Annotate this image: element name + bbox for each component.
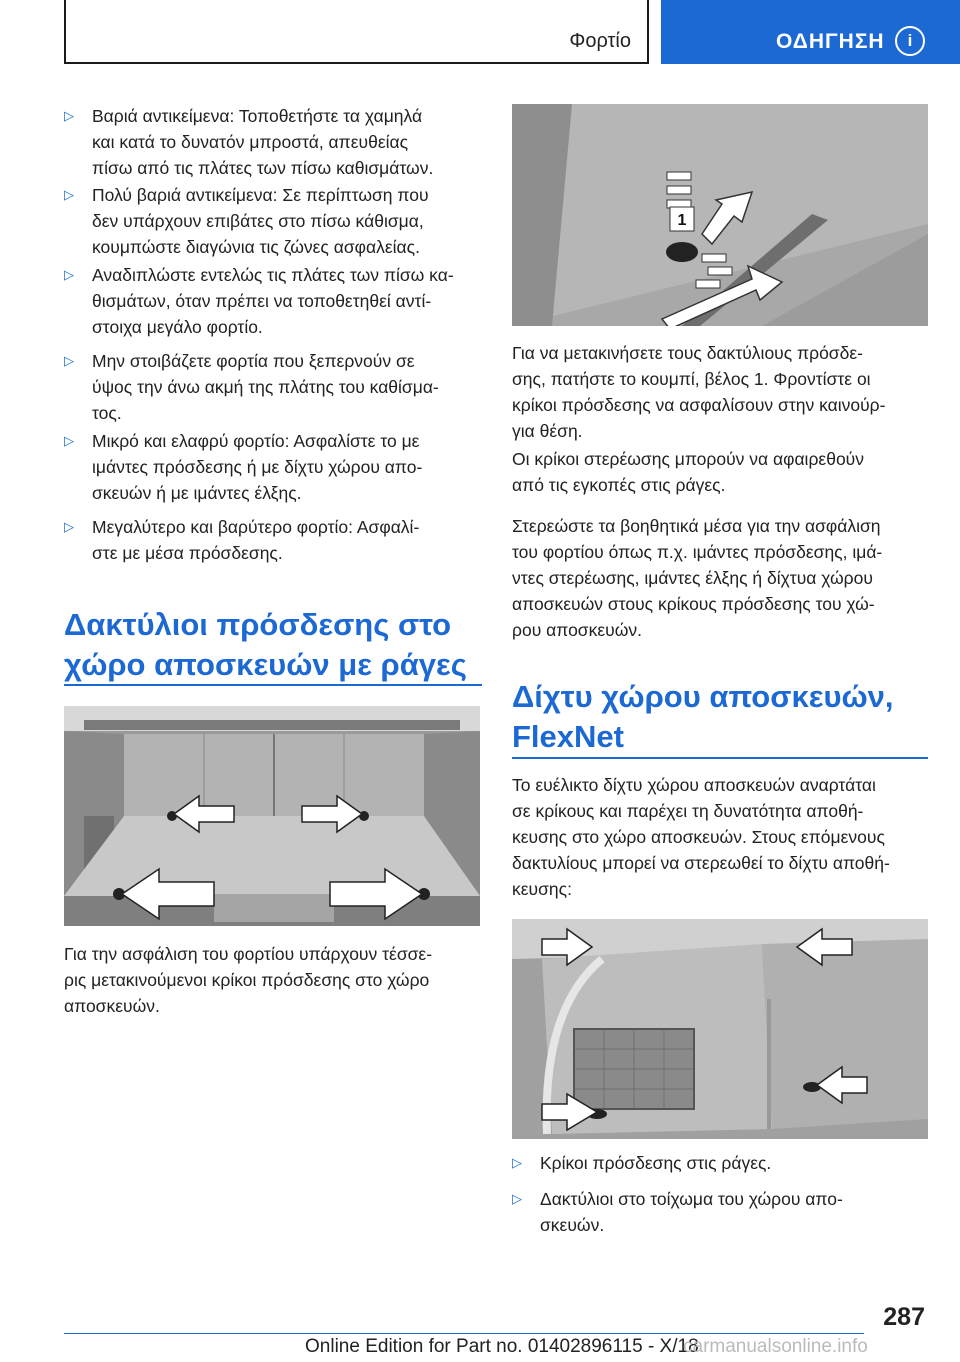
text-line: ύψος την άνω ακμή της πλάτης του καθίσμα-: [92, 377, 439, 397]
bullet-triangle-icon: ▷: [64, 187, 74, 202]
text-line: δακτυλίους μπορεί να στερεωθεί το δίχτυ αποθή-: [512, 853, 890, 873]
text-line: Οι κρίκοι στερέωσης μπορούν να αφαιρεθούν: [512, 449, 864, 469]
paragraph-move-rings: [512, 340, 932, 444]
heading-line: Δίχτυ χώρου αποσκευών,: [512, 679, 894, 714]
text-line: κευσης στο χώρο αποσκευών. Στους επόμενους: [512, 827, 885, 847]
header-section-title: Φορτίο: [569, 30, 631, 52]
text-line: σε κρίκους και παρέχει τη δυνατότητα αποθή-: [512, 801, 864, 821]
text-line: από τις εγκοπές στις ράγες.: [512, 475, 726, 495]
footer-rule: [64, 1333, 864, 1334]
text-line: στοιχα μεγάλο φορτίο.: [92, 317, 263, 337]
text-line: σκευών.: [540, 1215, 605, 1235]
text-line: κρίκοι πρόσδεσης να ασφαλίσουν στην καινούρ-: [512, 395, 886, 415]
text-line: Βαριά αντικείμενα: Τοποθετήστε τα χαμηλά: [92, 106, 423, 126]
bullet-text: [540, 1150, 771, 1176]
header-section-box: [64, 0, 649, 64]
text-line: δεν υπάρχουν επιβάτες στο πίσω κάθισμα,: [92, 211, 424, 231]
paragraph-remove-rings: [512, 446, 932, 498]
bullet-triangle-icon: ▷: [64, 267, 74, 282]
text-line: ρις μετακινούμενοι κρίκοι πρόσδεσης στο χώρο: [64, 970, 430, 990]
heading-rule: [512, 757, 928, 759]
cargo-area-photo: [64, 706, 480, 926]
bullet-text: [92, 514, 419, 566]
text-line: Μεγαλύτερο και βαρύτερο φορτίο: Ασφαλί-: [92, 517, 420, 537]
text-line: Αναδιπλώστε εντελώς τις πλάτες των πίσω κα-: [92, 265, 454, 285]
heading-line: FlexNet: [512, 719, 624, 754]
text-line: του φορτίου όπως π.χ. ιμάντες πρόσδεσης, ιμά-: [512, 542, 883, 562]
text-line: κουμπώστε διαγώνια τις ζώνες ασφαλείας.: [92, 237, 420, 257]
heading-rule: [64, 684, 482, 686]
text-line: για θέση.: [512, 421, 583, 441]
header-chapter-tab[interactable]: [661, 0, 960, 64]
text-line: ιμάντες πρόσδεσης ή με δίχτυ χώρου απο-: [92, 457, 423, 477]
heading-line: χώρο αποσκευών με ράγες: [64, 647, 467, 682]
bullet-triangle-icon: ▷: [64, 519, 74, 534]
bullet-text: [92, 262, 454, 340]
bullet-text: [92, 182, 429, 260]
text-line: Μην στοιβάζετε φορτία που ξεπερνούν σε: [92, 351, 415, 371]
text-line: Πολύ βαριά αντικείμενα: Σε περίπτωση που: [92, 185, 429, 205]
text-line: Για να μετακινήσετε τους δακτύλιους πρόσδε-: [512, 343, 863, 363]
text-line: ντες στερέωσης, ιμάντες έλξης ή δίχτυα χώρου: [512, 568, 873, 588]
text-line: Μικρό και ελαφρύ φορτίο: Ασφαλίστε το με: [92, 431, 420, 451]
text-line: Στερεώστε τα βοηθητικά μέσα για την ασφάλιση: [512, 516, 881, 536]
text-line: σκευών ή με ιμάντες έλξης.: [92, 483, 302, 503]
bullet-triangle-icon: ▷: [64, 108, 74, 123]
bullet-triangle-icon: ▷: [512, 1191, 522, 1206]
flexnet-photo: [512, 919, 928, 1139]
watermark[interactable]: carmanualsonline.info: [683, 1336, 868, 1357]
text-line: στε με μέσα πρόσδεσης.: [92, 543, 283, 563]
bullet-triangle-icon: ▷: [64, 433, 74, 448]
text-line: και κατά το δυνατόν μπροστά, απευθείας: [92, 132, 409, 152]
text-line: ρου αποσκευών.: [512, 620, 642, 640]
text-line: κευσης:: [512, 879, 572, 899]
footer-edition: Online Edition for Part no. 01402896115 - X/18: [305, 1336, 699, 1357]
page-number: 287: [883, 1303, 925, 1331]
heading-line: Δακτύλιοι πρόσδεσης στο: [64, 607, 452, 642]
bullet-text: [92, 103, 433, 181]
rail-button-photo: [512, 104, 928, 326]
text-line: αποσκευών.: [64, 996, 160, 1016]
info-icon[interactable]: i: [895, 26, 925, 56]
text-line: πίσω από τις πλάτες των πίσω καθισμάτων.: [92, 158, 434, 178]
lashing-rings-caption: [64, 941, 484, 1019]
bullet-text: [92, 428, 422, 506]
bullet-text: [540, 1186, 843, 1238]
photo-label-1: 1: [677, 212, 687, 229]
bullet-triangle-icon: ▷: [512, 1155, 522, 1170]
header-chapter-title: ΟΔΗΓΗΣΗ: [776, 30, 885, 53]
text-line: σης, πατήστε το κουμπί, βέλος 1. Φροντίστε οι: [512, 369, 871, 389]
text-line: θισμάτων, όταν πρέπει να τοποθετηθεί αντί-: [92, 291, 432, 311]
text-line: Για την ασφάλιση του φορτίου υπάρχουν τέσσε-: [64, 944, 433, 964]
paragraph-secure-aids: [512, 513, 932, 643]
text-line: Κρίκοι πρόσδεσης στις ράγες.: [540, 1153, 772, 1173]
section-heading-flexnet: [512, 677, 932, 757]
paragraph-flexnet: [512, 772, 932, 902]
section-heading-lashing-rings: [64, 605, 484, 685]
text-line: τος.: [92, 403, 122, 423]
text-line: Δακτύλιοι στο τοίχωμα του χώρου απο-: [540, 1189, 843, 1209]
text-line: Το ευέλικτο δίχτυ χώρου αποσκευών αναρτάται: [512, 775, 876, 795]
bullet-text: [92, 348, 439, 426]
bullet-triangle-icon: ▷: [64, 353, 74, 368]
text-line: αποσκευών στους κρίκους πρόσδεσης του χώ-: [512, 594, 875, 614]
